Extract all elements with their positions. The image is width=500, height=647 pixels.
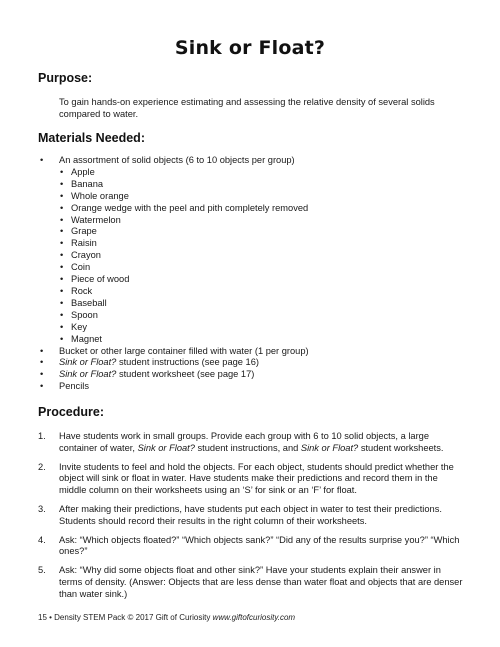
list-item: • Watermelon: [59, 215, 458, 227]
step-text: student worksheets.: [358, 442, 444, 453]
page-title: Sink or Float?: [174, 37, 326, 59]
step-number: 3.: [38, 503, 46, 514]
footer-text: 15 • Density STEM Pack © 2017 Gift of Curiosity: [38, 613, 213, 622]
procedure-step: [38, 565, 463, 600]
list-item: • Raisin: [59, 238, 458, 250]
list-item: • Orange wedge with the peel and pith completely removed: [59, 203, 458, 215]
list-item: • Pencils: [38, 381, 458, 393]
procedure-step: [38, 431, 463, 455]
procedure-heading: Procedure:: [38, 405, 104, 419]
step-number: 5.: [38, 565, 46, 576]
procedure-step: [38, 462, 463, 497]
list-item: • Crayon: [59, 250, 458, 262]
step-text: Have students work in small groups. Provide each group with 6 to 10 solid objects, a large container of water,: [59, 431, 430, 453]
list-item: • Magnet: [59, 334, 458, 346]
step-text: Ask: “Which objects floated?” “Which objects sank?” “Did any of the results surprise you?” “Which ones?”: [59, 534, 460, 557]
list-item: • Piece of wood: [59, 274, 458, 286]
purpose-heading: Purpose:: [38, 71, 93, 85]
procedure-step: [38, 535, 463, 559]
objects-intro: An assortment of solid objects (6 to 10 objects per group): [59, 155, 295, 165]
step-text: Ask: “Why did some objects float and other sink?” Have your students explain their answer in terms of density. (Answer: Objects that are less dense than water float and objects that are denser than water sink.): [59, 565, 463, 599]
step-number: 2.: [38, 461, 46, 472]
footer-url: www.giftofcuriosity.com: [212, 613, 296, 622]
materials-list: [38, 155, 458, 393]
step-emphasis: Sink or Float?: [137, 442, 195, 453]
worksheet-text: student worksheet (see page 17): [116, 369, 255, 380]
step-number: 1.: [38, 431, 46, 441]
step-text: Invite students to feel and hold the objects. For each object, students should predict whether the object will sink or float in water. Have students make their predictions and record them in the middle column on their worksheets using an ‘S’ for sink or an ‘F’ for float.: [59, 461, 454, 496]
list-item: • Bucket or other large container filled with water (1 per group): [38, 346, 458, 358]
list-item: • Banana: [59, 179, 458, 191]
step-text: student instructions, and: [194, 442, 301, 453]
list-item: • Coin: [59, 262, 458, 274]
procedure-step: [38, 504, 463, 528]
instructions-text: student instructions (see page 16): [116, 357, 259, 368]
list-item: [38, 357, 458, 369]
page-footer: [38, 613, 295, 622]
list-item: • Key: [59, 322, 458, 334]
step-emphasis: Sink or Float?: [300, 442, 359, 453]
list-item: • Spoon: [59, 310, 458, 322]
list-item: • Whole orange: [59, 191, 458, 203]
procedure-list: [38, 431, 463, 608]
list-item: • Apple: [59, 167, 458, 179]
list-item: • Grape: [59, 226, 458, 238]
list-item: • Baseball: [59, 298, 458, 310]
purpose-text: To gain hands-on experience estimating and assessing the relative density of several solids compared to water.: [59, 97, 435, 119]
instructions-title: Sink or Float?: [59, 357, 117, 368]
materials-heading: Materials Needed:: [38, 131, 145, 145]
list-item: [38, 155, 458, 346]
step-text: After making their predictions, have students put each object in water to test their predictions. Students should record their results in the right column of their worksheets.: [59, 503, 442, 526]
list-item: [38, 369, 458, 381]
objects-list: [59, 167, 458, 346]
step-number: 4.: [38, 534, 46, 545]
worksheet-title: Sink or Float?: [59, 369, 117, 380]
list-item: • Rock: [59, 286, 458, 298]
